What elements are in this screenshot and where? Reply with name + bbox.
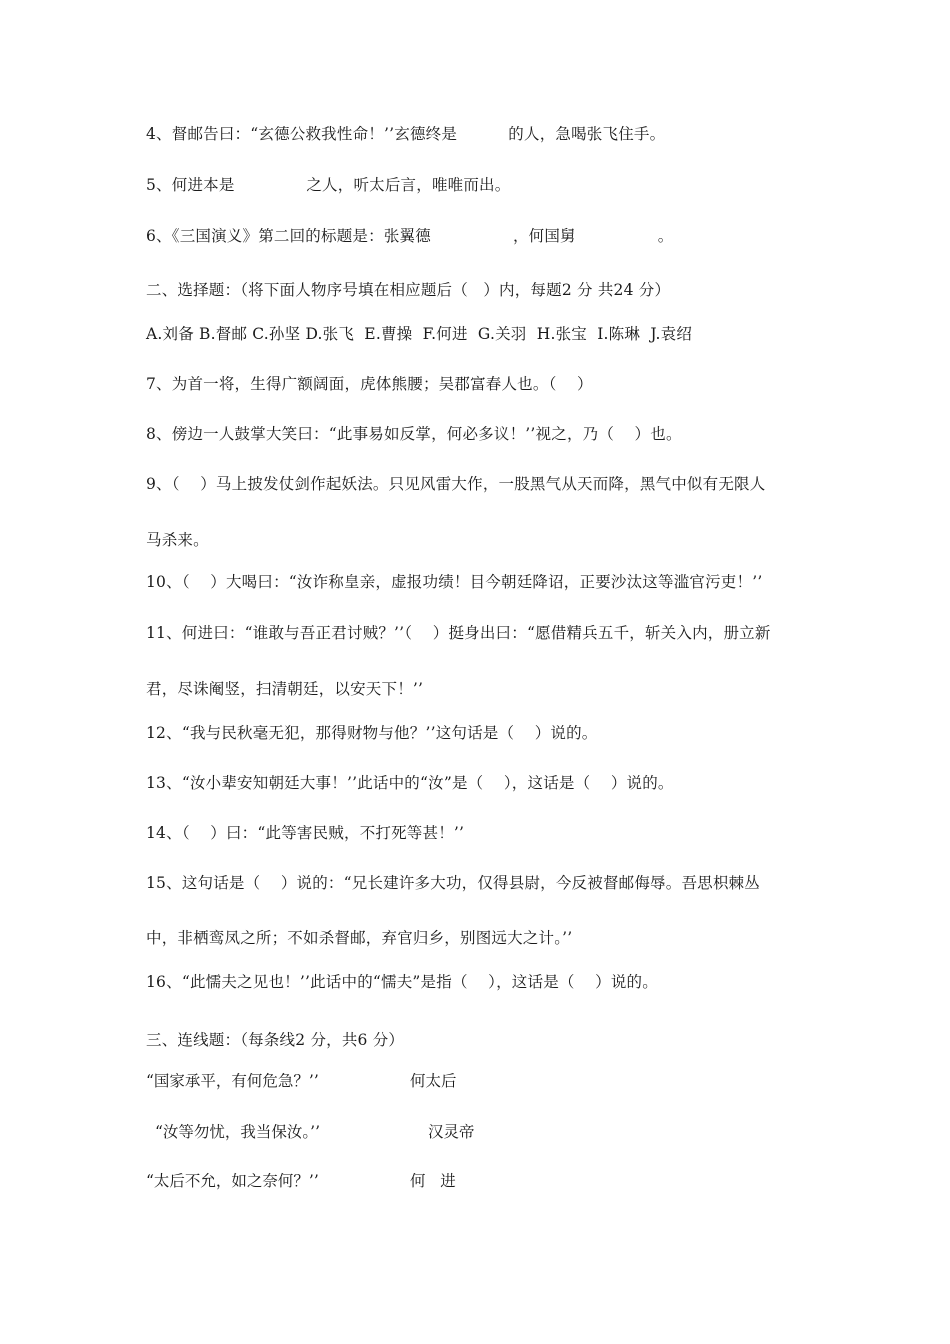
match-person-3: 何 进 — [410, 1172, 456, 1190]
question-5: 5、何进本是 之人，听太后言，唯唯而出。 — [146, 176, 511, 194]
question-11-line-1: 11、何进曰：“谁敢与吾正君讨贼？’’（ ）挺身出曰：“愿借精兵五千，斩关入内，册立新 — [146, 624, 771, 642]
question-14: 14、（ ）曰：“此等害民贼，不打死等甚！’’ — [146, 824, 465, 842]
question-6: 6、《三国演义》第二回的标题是：张翼德 ，何国舅 。 — [146, 227, 674, 245]
question-9-line-2: 马杀来。 — [146, 531, 209, 549]
question-12: 12、“我与民秋毫无犯，那得财物与他？’’这句话是（ ）说的。 — [146, 724, 598, 742]
question-10: 10、（ ）大喝曰：“汝诈称皇亲，虚报功绩！目今朝廷降诏，正要沙汰这等滥官污吏！’’ — [146, 573, 763, 591]
question-15-line-2: 中，非栖鸾凤之所；不如杀督邮，弃官归乡，别图远大之计。’’ — [146, 929, 573, 947]
question-9-line-1: 9、（ ）马上披发仗剑作起妖法。只见风雷大作，一股黑气从天而降，黑气中似有无限人 — [146, 475, 766, 493]
section-2-heading: 二、选择题：（将下面人物序号填在相应题后（ ）内，每题2 分 共24 分） — [146, 281, 671, 299]
question-15-line-1: 15、这句话是（ ）说的：“兄长建许多大功，仅得县尉，今反被督邮侮辱。吾思枳棘丛 — [146, 874, 760, 892]
match-quote-2: “汝等勿忧，我当保汝。’’ — [155, 1123, 321, 1141]
match-quote-1: “国家承平，有何危急？’’ — [146, 1072, 319, 1090]
question-8: 8、傍边一人鼓掌大笑曰：“此事易如反掌，何必多议！’’视之，乃（ ）也。 — [146, 425, 682, 443]
match-person-1: 何太后 — [410, 1072, 457, 1090]
question-11-line-2: 君，尽诛阉竖，扫清朝廷，以安天下！’’ — [146, 680, 424, 698]
match-person-2: 汉灵帝 — [428, 1123, 475, 1141]
question-16: 16、“此懦夫之见也！’’此话中的“懦夫”是指（ ），这话是（ ）说的。 — [146, 973, 658, 991]
match-quote-3: “太后不允，如之奈何？’’ — [146, 1172, 319, 1190]
answer-options: A.刘备 B.督邮 C.孙坚 D.张飞 E.曹操 F.何进 G.关羽 H.张宝 I.陈琳 J.袁绍 — [146, 325, 693, 343]
question-7: 7、为首一将，生得广额阔面，虎体熊腰；吴郡富春人也。（ ） — [146, 375, 593, 393]
question-13: 13、“汝小辈安知朝廷大事！’’此话中的“汝”是（ ），这话是（ ）说的。 — [146, 774, 674, 792]
section-3-heading: 三、连线题：（每条线2 分，共6 分） — [146, 1031, 405, 1049]
question-4: 4、督邮告曰：“玄德公救我性命！’’玄德终是 的人，急喝张飞住手。 — [146, 125, 666, 143]
